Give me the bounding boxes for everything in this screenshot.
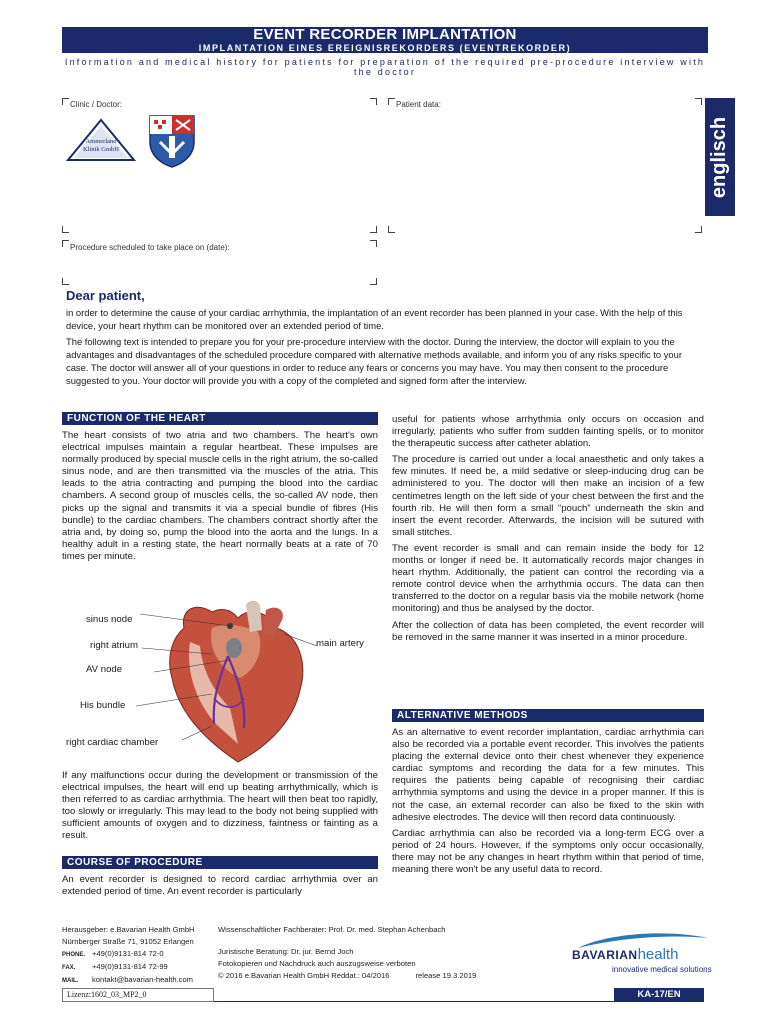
section-heading-course: COURSE OF PROCEDURE [62, 856, 378, 869]
language-tab-label: englisch [708, 116, 731, 198]
corner-mark [695, 226, 702, 233]
label-sinus-node: sinus node [86, 614, 133, 625]
publisher: Herausgeber: e.Bavarian Health GmbH [62, 925, 195, 934]
course-paragraph: After the collection of data has been completed, the event recorder will be removed in the same manner it was inserted in a minor procedure. [392, 619, 704, 643]
corner-mark [370, 278, 377, 285]
document-subtitle: IMPLANTATION EINES EREIGNISREKORDERS (EVENTREKORDER) [198, 43, 572, 53]
course-text [62, 874, 378, 902]
document-code: KA-17/EN [614, 988, 704, 1002]
mail-link[interactable]: kontakt@bavarian-health.com [92, 975, 193, 984]
corner-mark [370, 226, 377, 233]
crest-icon [146, 112, 198, 168]
credits-block [218, 924, 476, 982]
corner-mark [695, 98, 702, 105]
procedure-date-label: Procedure scheduled to take place on (date): [70, 243, 230, 252]
alternative-paragraph: Cardiac arrhythmia can also be recorded via a long-term ECG over a period of 24 hours. However, if the symptoms only occur occasionally, there may not be any changes in heart rhythm within that period of time, meaning there won't be any useful data to record. [392, 827, 704, 876]
section-heading-alternative: ALTERNATIVE METHODS [392, 709, 704, 722]
phone-row [62, 948, 195, 961]
course-paragraph: The event recorder is small and can remain inside the body for 12 months or longer if need be. It automatically records major changes in heart rhythm. Additionally, the patient can control the recording via a remote control device when the arrhythmia occurs. The data can then transferred to the doctor on a regular basis via the mobile network (home monitoring) and thus be analysed by the doctor. [392, 542, 704, 615]
arrhythmia-paragraph: If any malfunctions occur during the development or transmission of the electrical impulses, the heart will end up beating arrhythmically, which is then referred to as cardiac arrhythmia. The heart will then beat too rapidly, too slowly or irregularly. This may lead to the body not being supplied with sufficient amounts of oxygen and to dizziness, faintness or fainting as a result. [62, 770, 378, 842]
label-right-atrium: right atrium [90, 640, 138, 651]
function-paragraph: The heart consists of two atria and two chambers. The heart's own electrical impulses maintain a regular heartbeat. These impulses are normally produced by special muscle cells in the right atrium, the so-called sinus node, and are then transmitted via the muscles of the atria. This leads to the atria contracting and pumping the blood into the cardiac chambers. A second group of muscles cells, the so-called AV node, then picks up the signal and transmits it via a special bundle of fibres (His bundle) to the cardiac chambers. The chambers contract shortly after the atria and, by doing so, pump the blood into the aorta and the lungs. In a healthy adult in a resting state, the heart normally beats at a rate of 70 times per minute. [62, 430, 378, 562]
label-right-cardiac-chamber: right cardiac chamber [66, 737, 159, 748]
info-line: Information and medical history for patients for preparation of the required pre-procedure interview with the doctor [64, 57, 706, 77]
greeting: Dear patient, [66, 288, 145, 303]
fax: +49(0)9131-814 72-99 [92, 962, 168, 971]
copyright: © 2016 e.Bavarian Health GmbH Reddat.: 04/2016 [218, 971, 390, 980]
language-tab [705, 98, 735, 216]
document-title: EVENT RECORDER IMPLANTATION [253, 26, 517, 43]
publisher-block [62, 924, 195, 987]
scientific-advisor: Wissenschaftlicher Fachberater: Prof. Dr. med. Stephan Achenbach [218, 925, 446, 934]
course-paragraph: An event recorder is designed to record cardiac arrhythmia over an extended period of time. An event recorder is particularly [62, 874, 378, 898]
fax-row [62, 961, 195, 974]
release: release 19.3.2019 [415, 971, 477, 980]
address: Nürnberger Straße 71, 91052 Erlangen [62, 937, 194, 946]
corner-mark [370, 240, 377, 247]
phone: +49(0)9131-814 72-0 [92, 949, 164, 958]
intro-paragraph: The following text is intended to prepare you for your pre-procedure interview with the doctor. During the interview, the doctor will explain to you the advantages and disadvantages of the scheduled procedure compared with alternative methods available, and inform you of any risks specific to your case. The doctor will answer all of your questions in order to reduce any fears or concerns you may have. You may then consent to the procedure suggested to you. Your doctor will provide you with a copy of the completed and signed form after the interview. [66, 336, 682, 386]
clinic-label: Clinic / Doctor: [70, 100, 123, 109]
title-bar [62, 27, 708, 53]
label-his-bundle: His bundle [80, 700, 126, 711]
clinic-logo [66, 118, 136, 162]
right-column-text [392, 414, 704, 648]
label-main-artery: main artery [316, 638, 364, 649]
function-text [62, 430, 378, 567]
corner-mark [62, 226, 69, 233]
corner-mark [62, 98, 69, 105]
corner-mark [388, 98, 395, 105]
brand-logo [570, 930, 710, 986]
mail-row [62, 974, 195, 987]
course-paragraph: The procedure is carried out under a local anaesthetic and only takes a few minutes. If need be, a mild sedative or sleep-inducing drug can be administered to you. The doctor will then make an incision of a few centimetres length on the left side of your chest between the first and the fourth rib. He will then form a small “pouch” underneath the skin and insert the event recorder. Afterwards, the incision will be sutured with small stitches. [392, 454, 704, 538]
heart-diagram [62, 598, 382, 768]
patient-label: Patient data: [396, 100, 441, 109]
legal-advisor: Juristische Beratung: Dr. jur. Bernd Joch [218, 947, 354, 956]
label-av-node: AV node [86, 664, 123, 675]
phone-label: PHONE. [62, 952, 86, 958]
copy-note: Fotokopieren und Nachdruck auch auszugsweise verboten [218, 959, 416, 968]
brand-part-1: BAVARIAN [572, 948, 638, 962]
brand-name [572, 946, 678, 963]
copyright-row [218, 970, 476, 982]
alternative-paragraph: As an alternative to event recorder implantation, cardiac arrhythmia can also be recorded via a portable event recorder. This involves the patients placing the external device onto their chest whenever they experience cardiac symptoms and recording the data for a few minutes. This requires the patients being capable of recognising their cardiac arrhythmia symptoms and using the device in a proper manner. If this is not the case, an external recorder can also be fixed to the skin with adhesive electrodes. The device will then record data continuously. [392, 727, 704, 823]
license-box: Lizenz:1602_03_MP2_0 [62, 988, 214, 1002]
corner-mark [62, 278, 69, 285]
svg-text:Ammerland: Ammerland [85, 138, 117, 145]
corner-mark [62, 240, 69, 247]
mail-label: MAIL. [62, 978, 79, 984]
fax-label: FAX. [62, 965, 76, 971]
intro [66, 306, 706, 390]
corner-mark [370, 98, 377, 105]
course-paragraph: useful for patients whose arrhythmia only occurs on occasion and irregularly, patients who suffer from sudden fainting spells, or to monitor the therapeutic success after catheter ablation. [392, 414, 704, 450]
alternative-text [392, 727, 704, 880]
intro-paragraph: in order to determine the cause of your cardiac arrhythmia, the implantation of an event recorder has been planned in your case. With the help of this device, your heart rhythm can be monitored over an extended period of time. [66, 307, 683, 331]
arrhythmia-text [62, 770, 378, 847]
corner-mark [388, 226, 395, 233]
brand-tagline: innovative medical solutions [612, 965, 712, 974]
section-heading-function: FUNCTION OF THE HEART [62, 412, 378, 425]
license-bar [62, 988, 704, 1002]
svg-text:Klinik GmbH: Klinik GmbH [83, 146, 119, 153]
brand-part-2: health [637, 946, 679, 963]
